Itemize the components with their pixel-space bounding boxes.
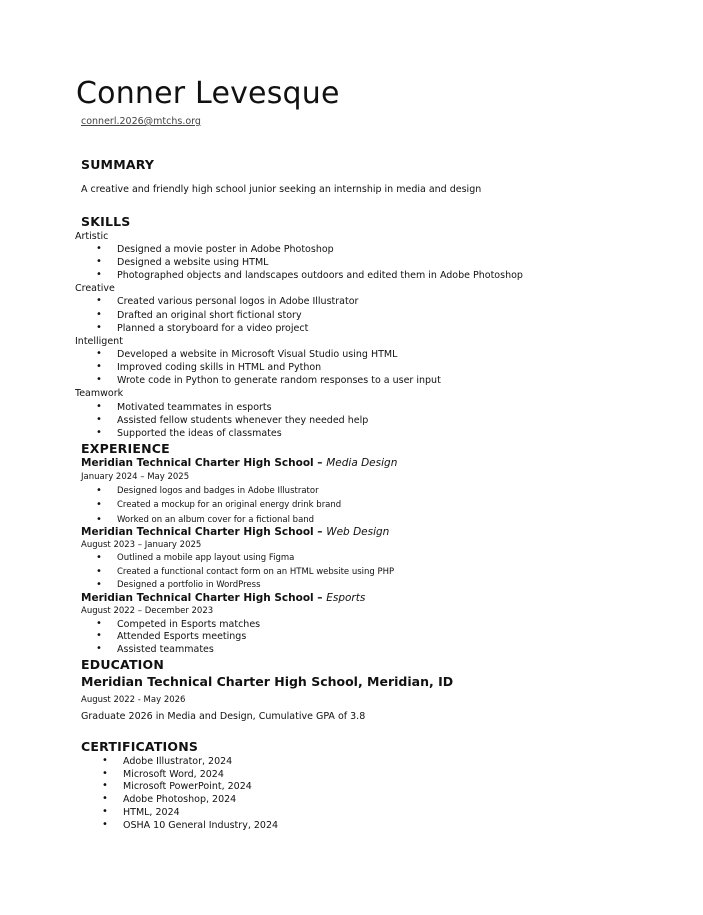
job-separator: – <box>313 457 327 469</box>
summary-text: A creative and friendly high school junior seeking an internship in media and design <box>81 184 482 195</box>
skill-item: • Motivated teammates in esports <box>117 402 272 413</box>
skill-category-creative: Creative <box>75 283 115 294</box>
summary-heading: SUMMARY <box>81 157 155 172</box>
certification-item: • HTML, 2024 <box>123 807 180 818</box>
skill-item: • Improved coding skills in HTML and Python <box>117 362 321 373</box>
job-title <box>81 457 397 469</box>
resume-name: Conner Levesque <box>76 76 340 111</box>
experience-heading: EXPERIENCE <box>81 441 170 456</box>
skill-item: • Supported the ideas of classmates <box>117 428 282 439</box>
job-item: • Competed in Esports matches <box>117 619 260 630</box>
job-separator: – <box>313 592 327 604</box>
education-school: Meridian Technical Charter High School, Meridian, ID <box>81 674 454 689</box>
job-item: • Attended Esports meetings <box>117 631 246 642</box>
job-role: Esports <box>326 592 366 604</box>
job-item: • Created a mockup for an original energy drink brand <box>117 500 341 510</box>
education-heading: EDUCATION <box>81 657 165 672</box>
skill-category-teamwork: Teamwork <box>75 388 124 399</box>
skill-item: • Wrote code in Python to generate random responses to a user input <box>117 375 441 386</box>
skill-category-artistic: Artistic <box>75 231 109 242</box>
skill-item: • Designed a website using HTML <box>117 257 268 268</box>
skill-category-intelligent: Intelligent <box>75 336 123 347</box>
job-title <box>81 526 389 538</box>
skill-item: • Developed a website in Microsoft Visual Studio using HTML <box>117 349 397 360</box>
job-dates: August 2022 – December 2023 <box>81 606 214 616</box>
job-org: Meridian Technical Charter High School <box>81 592 314 604</box>
job-dates: January 2024 – May 2025 <box>81 472 190 482</box>
certification-item: • Adobe Photoshop, 2024 <box>123 794 236 805</box>
skill-item: • Created various personal logos in Adobe Illustrator <box>117 296 358 307</box>
job-item: • Worked on an album cover for a fictional band <box>117 515 314 525</box>
job-item: • Designed a portfolio in WordPress <box>117 580 261 590</box>
skill-item: • Designed a movie poster in Adobe Photoshop <box>117 244 334 255</box>
certification-item: • Microsoft Word, 2024 <box>123 769 224 780</box>
skill-item: • Assisted fellow students whenever they needed help <box>117 415 368 426</box>
skill-item: • Drafted an original short fictional story <box>117 310 302 321</box>
certification-item: • Adobe Illustrator, 2024 <box>123 756 232 767</box>
job-item: • Outlined a mobile app layout using Figma <box>117 553 294 563</box>
job-role: Web Design <box>326 526 390 538</box>
job-item: • Designed logos and badges in Adobe Illustrator <box>117 486 319 496</box>
certification-item: • OSHA 10 General Industry, 2024 <box>123 820 278 831</box>
certifications-heading: CERTIFICATIONS <box>81 739 199 754</box>
email-link[interactable]: connerl.2026@mtchs.org <box>81 116 201 127</box>
job-separator: – <box>313 526 327 538</box>
job-dates: August 2023 – January 2025 <box>81 540 202 550</box>
skills-heading: SKILLS <box>81 214 131 229</box>
job-item: • Created a functional contact form on an HTML website using PHP <box>117 567 394 577</box>
education-detail: Graduate 2026 in Media and Design, Cumulative GPA of 3.8 <box>81 711 366 722</box>
education-dates: August 2022 - May 2026 <box>81 695 186 705</box>
job-item: • Assisted teammates <box>117 644 214 655</box>
skill-item: • Planned a storyboard for a video project <box>117 323 308 334</box>
job-role: Media Design <box>326 457 398 469</box>
job-org: Meridian Technical Charter High School <box>81 457 314 469</box>
job-title <box>81 592 365 604</box>
job-org: Meridian Technical Charter High School <box>81 526 314 538</box>
certification-item: • Microsoft PowerPoint, 2024 <box>123 781 252 792</box>
skill-item: • Photographed objects and landscapes outdoors and edited them in Adobe Photoshop <box>117 270 523 281</box>
